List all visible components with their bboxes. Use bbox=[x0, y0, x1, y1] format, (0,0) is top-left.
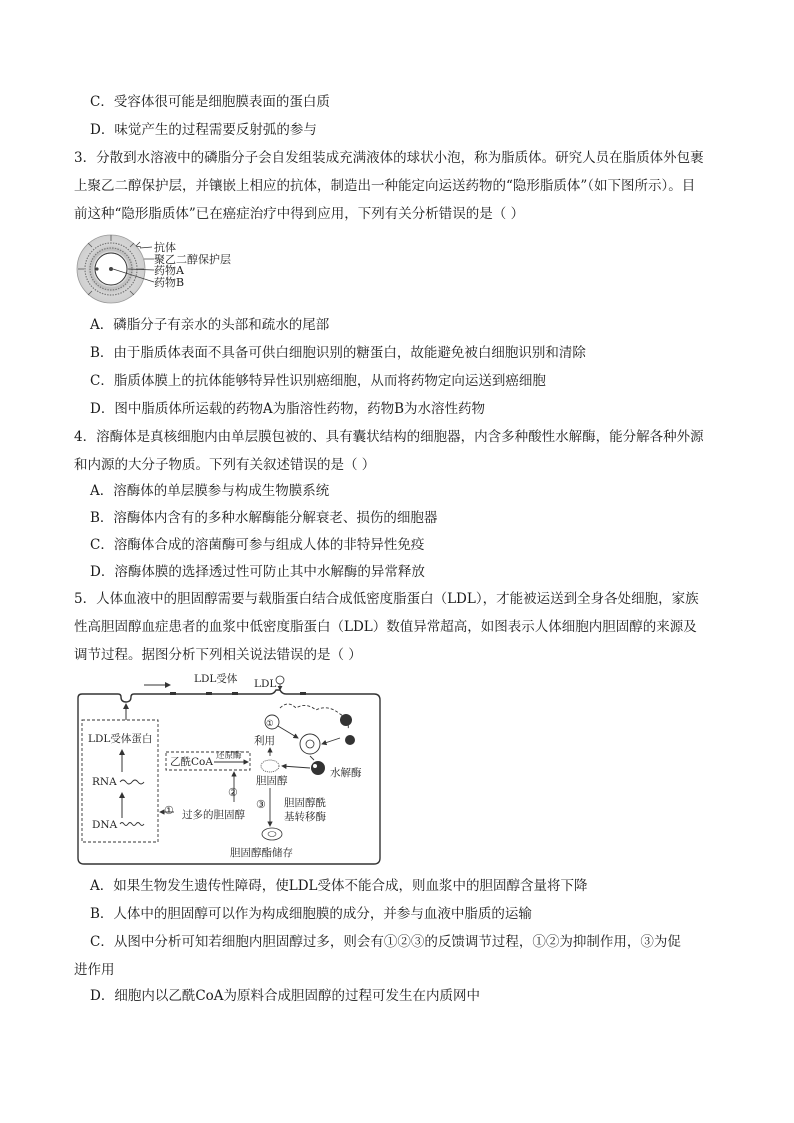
q2-option-c: C．受容体很可能是细胞膜表面的蛋白质 bbox=[90, 94, 330, 110]
label-rna: RNA bbox=[92, 776, 117, 788]
q4-option-b: B．溶酶体内含有的多种水解酶能分解衰老、损伤的细胞器 bbox=[90, 510, 438, 526]
label-acyltransferase-2: 基转移酶 bbox=[284, 811, 326, 823]
cholesterol-regulation-figure bbox=[74, 668, 384, 866]
q3-stem-line1: 3．分散到水溶液中的磷脂分子会自发组装成充满液体的球状小泡，称为脂质体。研究人员在脂质体外包裹 bbox=[74, 150, 704, 166]
q5-stem-line3: 调节过程。据图分析下列相关说法错误的是（ ） bbox=[74, 647, 362, 663]
q3-stem-line2: 上聚乙二醇保护层，并镶嵌上相应的抗体，制造出一种能定向运送药物的“隐形脂质体”（如下图所示）。目 bbox=[74, 178, 696, 194]
label-drug-b: 药物B bbox=[154, 276, 185, 289]
label-ester-storage: 胆固醇酯储存 bbox=[230, 847, 293, 859]
lysosome bbox=[311, 761, 325, 775]
q4-stem-line1: 4．溶酶体是真核细胞内由单层膜包被的、具有囊状结构的细胞器，内含多种酸性水解酶，能分解各种外源 bbox=[74, 429, 704, 445]
label-cholesterol: 胆固醇 bbox=[256, 775, 288, 787]
label-hydrolase: 水解酶 bbox=[330, 767, 362, 779]
q4-stem-line2: 和内源的大分子物质。下列有关叙述错误的是（ ） bbox=[74, 457, 376, 473]
label-drug-a: 药物A bbox=[154, 264, 184, 277]
label-circle-2: ② bbox=[228, 786, 238, 799]
q4-option-d: D．溶酶体膜的选择透过性可防止其中水解酶的异常释放 bbox=[90, 564, 425, 580]
label-ldl-receptor: LDL受体 bbox=[194, 673, 238, 685]
label-acetyl-coa: 乙酰CoA bbox=[170, 756, 213, 768]
label-circle-3: ③ bbox=[256, 798, 266, 811]
cholesterol-droplet bbox=[261, 760, 279, 772]
label-circle-1: ① bbox=[164, 804, 174, 817]
q5-option-b: B．人体中的胆固醇可以作为构成细胞膜的成分，并参与血液中脂质的运输 bbox=[90, 906, 532, 922]
label-antibody: 抗体 bbox=[154, 241, 176, 254]
label-acyltransferase-1: 胆固醇酰 bbox=[284, 797, 326, 809]
label-circle-1-small: ① bbox=[266, 719, 274, 729]
label-ldl: LDL bbox=[254, 678, 277, 690]
q5-stem-line2: 性高胆固醇血症患者的血浆中低密度脂蛋白（LDL）数值异常超高，如图表示人体细胞内胆固醇的来源及 bbox=[74, 619, 697, 635]
q5-stem-line1: 5．人体血液中的胆固醇需要与载脂蛋白结合成低密度脂蛋白（LDL），才能被运送到全身各处细胞，家族 bbox=[74, 591, 699, 607]
q5-option-d: D．细胞内以乙酰CoA为原料合成胆固醇的过程可发生在内质网中 bbox=[90, 988, 481, 1004]
liposome-figure bbox=[74, 233, 264, 305]
q5-option-c-line1: C．从图中分析可知若细胞内胆固醇过多，则会有①②③的反馈调节过程，①②为抑制作用，③为促 bbox=[90, 934, 681, 950]
label-dna: DNA bbox=[92, 819, 118, 831]
q4-option-a: A．溶酶体的单层膜参与构成生物膜系统 bbox=[90, 483, 330, 499]
q3-stem-line3: 前这种“隐形脂质体”已在癌症治疗中得到应用，下列有关分析错误的是（ ） bbox=[74, 206, 525, 222]
q5-option-c-line2: 进作用 bbox=[74, 962, 115, 978]
q3-option-d: D．图中脂质体所运载的药物A为脂溶性药物，药物B为水溶性药物 bbox=[90, 401, 485, 417]
q3-option-c: C．脂质体膜上的抗体能够特异性识别癌细胞，从而将药物定向运送到癌细胞 bbox=[90, 373, 546, 389]
q3-option-a: A．磷脂分子有亲水的头部和疏水的尾部 bbox=[90, 317, 330, 333]
label-peg-layer: 聚乙二醇保护层 bbox=[154, 253, 231, 266]
label-use: 利用 bbox=[254, 735, 275, 747]
q3-option-b: B．由于脂质体表面不具备可供白细胞识别的糖蛋白，故能避免被白细胞识别和清除 bbox=[90, 345, 586, 361]
label-ldl-receptor-protein: LDL受体蛋白 bbox=[88, 733, 153, 745]
q4-option-c: C．溶酶体合成的溶菌酶可参与组成人体的非特异性免疫 bbox=[90, 537, 425, 553]
label-reductase: 还原酶 bbox=[216, 751, 242, 761]
label-excess-cholesterol: 过多的胆固醇 bbox=[182, 809, 245, 821]
q5-option-a: A．如果生物发生遗传性障碍，使LDL受体不能合成，则血浆中的胆固醇含量将下降 bbox=[90, 878, 588, 894]
q2-option-d: D．味觉产生的过程需要反射弧的参与 bbox=[90, 122, 317, 138]
